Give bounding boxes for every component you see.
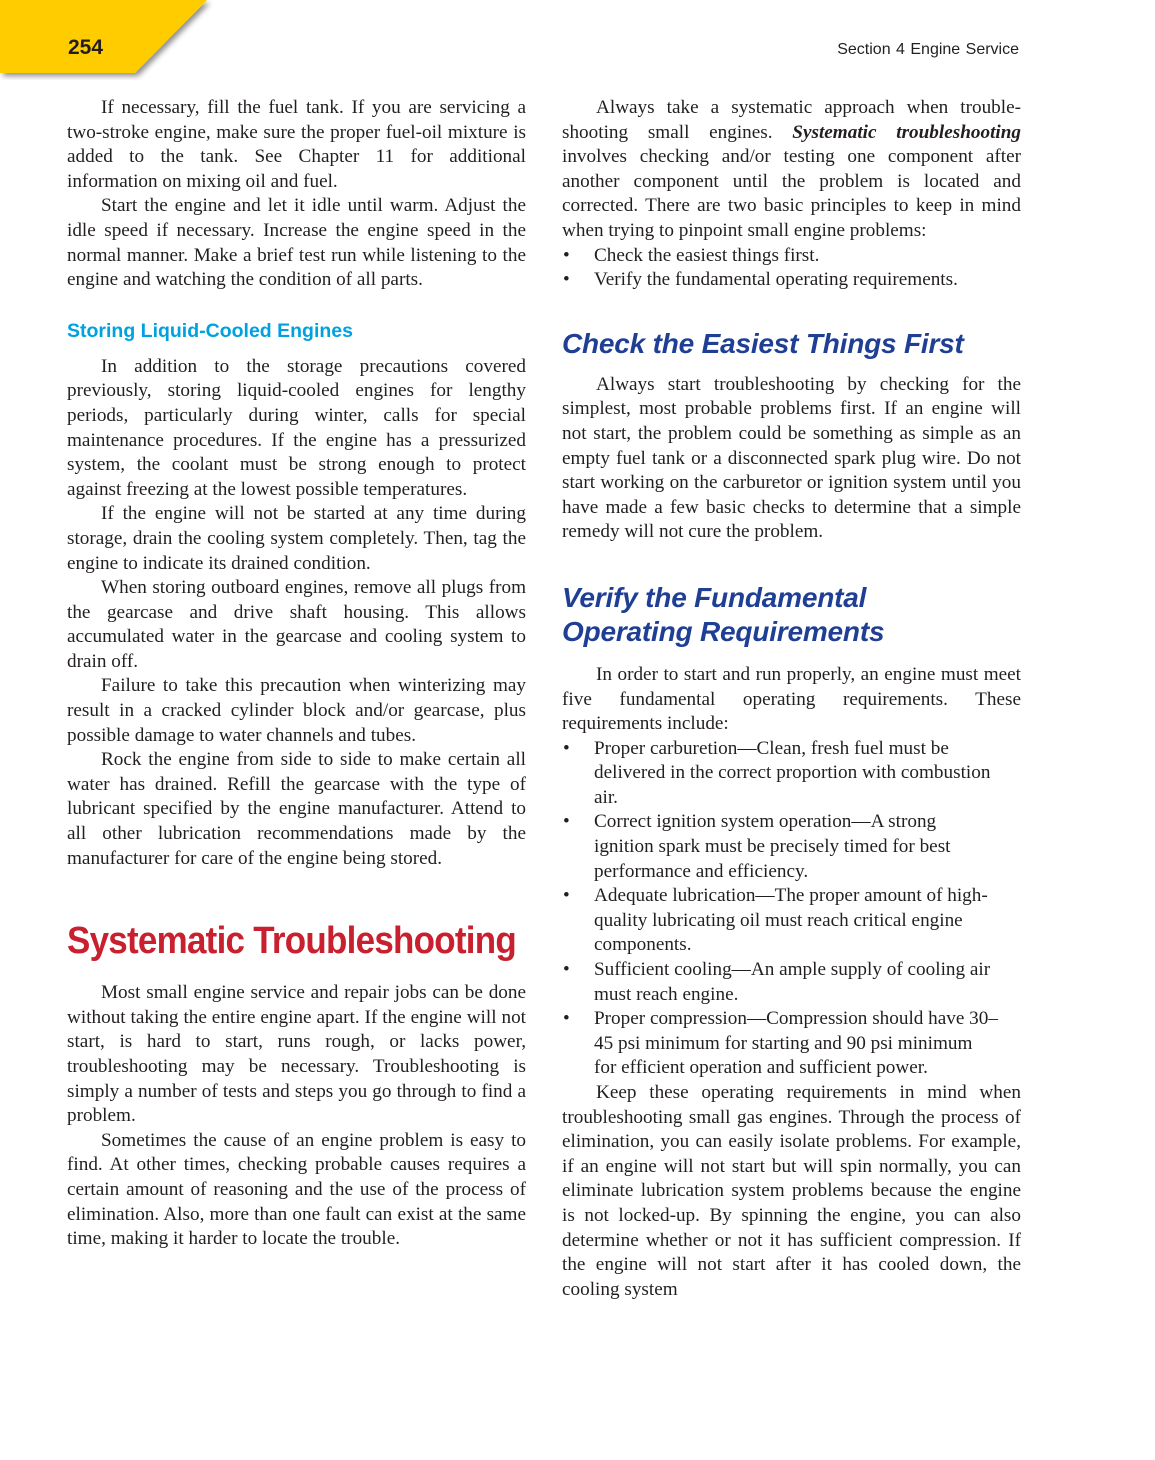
heading-line: Verify the Fundamental: [562, 581, 867, 613]
list-item: [562, 268, 1021, 293]
paragraph: Always start troubleshooting by checking for the simplest, most probable problems first. If an engine will not start, the problem could be something as simple as an empty fuel tank or a disconnected spark plug wire. Do not start working on the carburetor or ignition system until you have made a few basic checks to determine that a simple remedy will not cure the problem.: [562, 373, 1021, 543]
list-item-text: Proper carburetion—Clean, fresh fuel must be delivered in the correct proportion with combustion air.: [594, 737, 991, 808]
page-number: 254: [68, 36, 104, 59]
paragraph: If the engine will not be started at any time during storage, drain the cooling system completely. Then, tag the engine to indicate its drained condition.: [67, 503, 526, 574]
paragraph: Most small engine service and repair jobs can be done without taking the entire engine apart. If the engine will not start, is hard to start, runs rough, or lacks power, troubleshooting may be necessary. Troubleshooting is simply a number of tests and steps you go through to find a problem.: [67, 982, 526, 1127]
list-item: [562, 958, 999, 1007]
paragraph: When storing outboard engines, remove all plugs from the gearcase and drive shaft housing. This allows accumulated water in the gearcase and cooling system to drain off.: [67, 577, 526, 672]
paragraph: Start the engine and let it idle until warm. Adjust the idle speed if necessary. Increase the engine speed in the normal manner. Make a brief test run while listening to the engine and watching the condition of all parts.: [67, 195, 526, 291]
list-item: [562, 810, 999, 884]
key-term: Systematic troubleshooting: [792, 121, 1021, 143]
heading-systematic-troubleshooting: Systematic Troubleshooting: [67, 920, 517, 963]
bullet-icon: •: [563, 811, 570, 833]
list-item-text: Proper compression—Compression should have 30–45 psi minimum for starting and 90 psi minimum for efficient operation and sufficient power.: [594, 1008, 998, 1079]
bullet-icon: •: [563, 269, 570, 291]
paragraph: In order to start and run properly, an engine must meet five fundamental operating requirements. These requirements include:: [562, 663, 1021, 735]
paragraph: Sometimes the cause of an engine problem is easy to find. At other times, checking probable causes requires a certain amount of reasoning and the use of the process of elimination. Also, more than one fault can exist at the same time, making it harder to locate the trouble.: [67, 1129, 526, 1250]
text-run: involves checking and/or testing one component after another component until the problem is located and corrected. There are two basic principles to keep in mind when trying to pinpoint small engine problems:: [562, 146, 1021, 241]
tab-shape: [0, 0, 240, 80]
list-item: [562, 1007, 999, 1081]
text-run: Always take a systematic approach when troubleshooting small engines.: [562, 97, 1021, 143]
requirements-list: [562, 737, 1021, 1081]
paragraph: Failure to take this precaution when winterizing may result in a cracked cylinder block and/or gearcase, plus possible damage to water channels and tubes.: [67, 675, 526, 746]
paragraph: Rock the engine from side to side to make certain all water has drained. Refill the gearcase with the type of lubricant specified by the engine manufacturer. Attend to all other lubrication recommendations made by the manufacturer for care of the engine being stored.: [67, 749, 526, 869]
right-column: [562, 96, 1021, 1302]
list-item-text: Sufficient cooling—An ample supply of cooling air must reach engine.: [594, 959, 991, 1005]
bullet-icon: •: [563, 885, 570, 907]
list-item-text: Verify the fundamental operating requirements.: [594, 269, 958, 291]
list-item: [562, 884, 1021, 958]
heading-check-easiest-things-first: Check the Easiest Things First: [562, 327, 964, 359]
bullet-icon: •: [563, 1008, 570, 1030]
bullet-icon: •: [563, 737, 570, 759]
subheading-storing-liquid-cooled-engines: Storing Liquid-Cooled Engines: [67, 319, 353, 342]
bullet-icon: •: [563, 244, 570, 266]
left-column: [67, 96, 526, 1252]
list-item-text: Adequate lubrication—The proper amount of high-quality lubricating oil must reach critical engine components.: [594, 885, 988, 956]
heading-line: Operating Requirements: [562, 615, 885, 647]
bullet-icon: •: [563, 959, 570, 981]
paragraph: [562, 96, 1021, 244]
list-item-text: Correct ignition system operation—A strong ignition spark must be precisely timed for best performance and efficiency.: [594, 811, 951, 882]
paragraph: Keep these operating requirements in mind when troubleshooting small gas engines. Through the process of elimination, you can easily isolate problems. For example, if an engine will not start but will spin normally, you can eliminate lubrication system problems because the engine is not locked-up. By spinning the engine, you can also determine whether or not it has sufficient compression. If the engine will not start after it has cooled down, the cooling system: [562, 1082, 1021, 1300]
list-item-text: Check the easiest things first.: [594, 244, 820, 266]
heading-verify-fundamental-requirements: [562, 581, 1021, 649]
list-item: [562, 244, 1021, 269]
paragraph: In addition to the storage precautions covered previously, storing liquid-cooled engines for lengthy periods, particularly during winter, calls for special maintenance procedures. If the engine has a pressurized system, the coolant must be strong enough to protect against freezing at the lowest possible temperatures.: [67, 355, 526, 500]
running-head: Section 4 Engine Service: [837, 41, 1019, 58]
paragraph: If necessary, fill the fuel tank. If you are servicing a two-stroke engine, make sure the proper fuel-oil mixture is added to the tank. See Chapter 11 for additional information on mixing oil and fuel.: [67, 97, 526, 192]
page-number-tab: [0, 0, 240, 73]
list-item: [562, 737, 999, 811]
principles-list: [562, 244, 1021, 293]
